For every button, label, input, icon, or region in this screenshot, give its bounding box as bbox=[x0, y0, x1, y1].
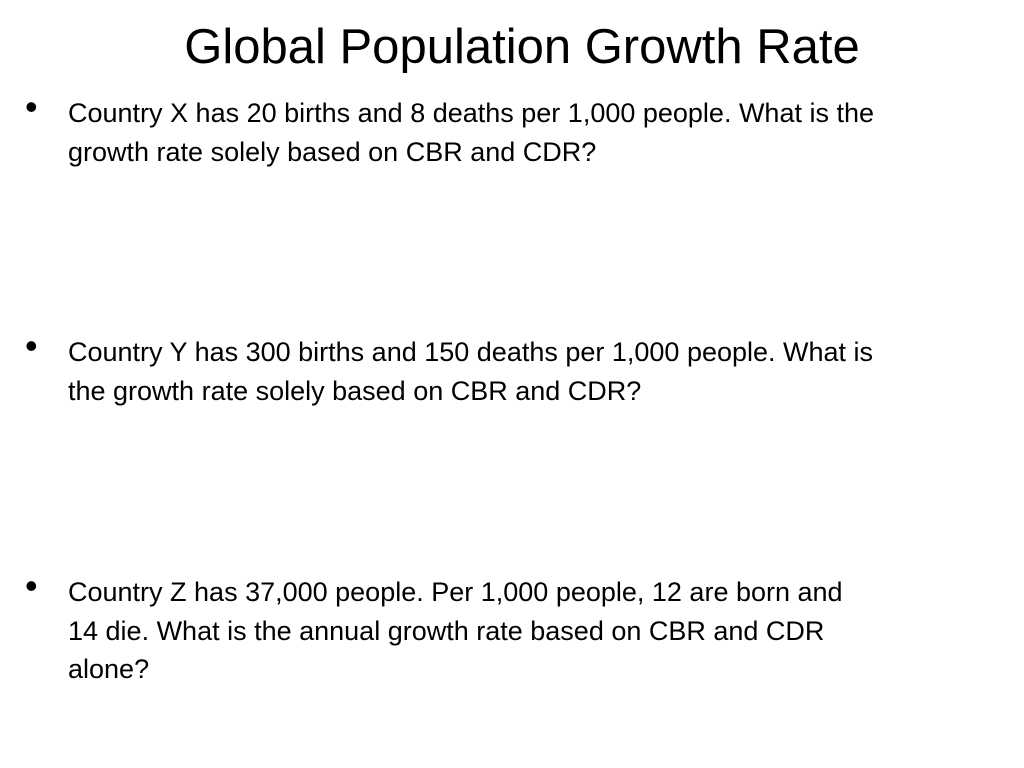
bullet-text: Country X has 20 births and 8 deaths per 1,000 people. What is the growth rate solely based on CBR and CDR? bbox=[68, 98, 875, 167]
slide-title: Global Population Growth Rate bbox=[184, 20, 860, 74]
bullet-dot-icon: • bbox=[25, 325, 38, 366]
bullet-text: Country Z has 37,000 people. Per 1,000 people, 12 are born and 14 die. What is the annual growth rate based on CBR and CDR alone? bbox=[68, 577, 843, 684]
bullet-text: Country Y has 300 births and 150 deaths per 1,000 people. What is the growth rate solely based on CBR and CDR? bbox=[68, 337, 874, 406]
bullet-dot-icon: • bbox=[25, 86, 38, 127]
bullet-dot-icon: • bbox=[25, 565, 38, 606]
